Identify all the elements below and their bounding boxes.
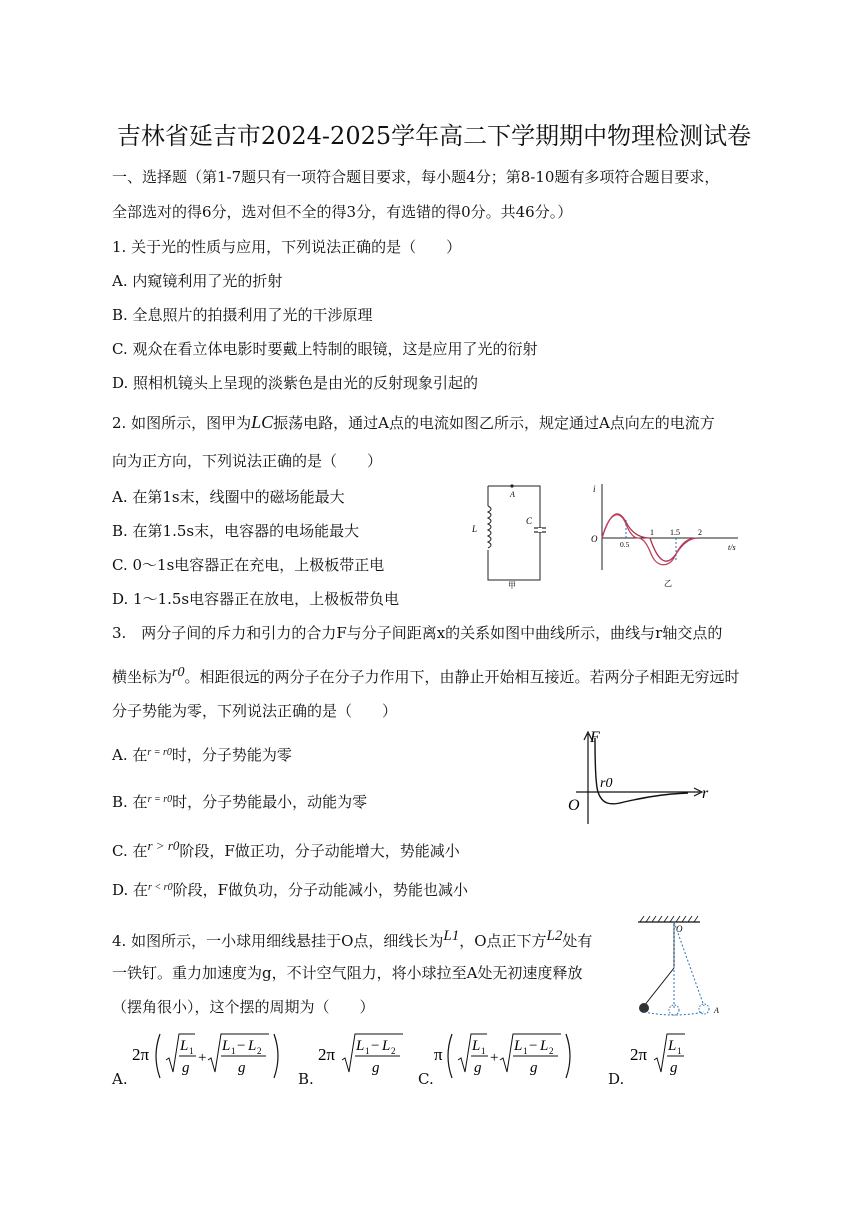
svg-text:1: 1 [523,1046,528,1056]
graph-caption: 乙 [664,579,672,588]
svg-text:−: − [237,1038,246,1054]
svg-text:L: L [668,1038,677,1054]
svg-text:g: g [530,1060,538,1076]
svg-text:g: g [372,1060,380,1076]
q4-option-b-formula [316,1026,416,1084]
section-heading-line1: 一、选择题（第1-7题只有一项符合题目要求，每小题4分；第8-10题有多项符合题目要求， [112,168,720,186]
q3-option-a: A. 在$^{r = r0}$时，分子势能为零 [112,746,292,764]
lc-circuit-figure [468,480,548,590]
svg-text:−: − [529,1038,538,1054]
q3-c-math: r > r0 [147,838,180,853]
graph-f-label: F [590,729,600,746]
q2-stem-line2: 向为正方向，下列说法正确的是（ ） [112,452,383,470]
current-time-graph [588,484,748,588]
svg-text:2π: 2π [630,1045,648,1064]
q4-option-b-label: B. [298,1070,314,1088]
q3-d-math: r < r0 [148,882,173,893]
q2-option-c: C. 0～1s电容器正在充电，上极板带正电 [112,556,385,574]
q3-stem2-pre: 横坐标为 [112,668,173,686]
q3-b-math: r = r0 [147,794,173,805]
force-distance-graph [562,728,722,828]
svg-text:2: 2 [391,1046,396,1056]
q4-option-d-formula [628,1026,698,1084]
pendulum-figure [630,912,730,1018]
svg-text:L: L [248,1038,257,1054]
pendulum-o-label: O [676,924,683,934]
q1-option-b: B. 全息照片的拍摄利用了光的干涉原理 [112,306,373,324]
svg-text:L: L [222,1038,231,1054]
q3-a-math: r = r0 [147,747,172,758]
q1-option-c: C. 观众在看立体电影时要戴上特制的眼镜，这是应用了光的衍射 [112,340,538,358]
svg-text:g: g [474,1060,482,1076]
q2-option-a: A. 在第1s末，线圈中的磁场能最大 [112,488,345,506]
q2-option-b: B. 在第1.5s末，电容器的电场能最大 [112,522,360,540]
q3-option-c: C. 在r > r0阶段，F做正功，分子动能增大，势能减小 [112,838,460,860]
pendulum-ball [639,1003,649,1013]
graph-r0-label: r0 [600,776,613,791]
svg-text:2: 2 [257,1046,262,1056]
svg-text:2: 2 [549,1046,554,1056]
point-a-dot [510,484,513,487]
q3-stem-line2 [112,665,739,687]
q2-option-d: D. 1～1.5s电容器正在放电，上极板带负电 [112,590,400,608]
svg-text:L: L [356,1038,365,1054]
inductor-coil [488,506,491,548]
q1-option-a: A. 内窥镜利用了光的折射 [112,272,283,290]
q3-option-b: B. 在$^{r = r0}$时，分子势能最小，动能为零 [112,793,368,811]
tick-1: 1 [650,528,654,537]
graph-origin-o: O [568,797,580,814]
svg-text:2π: 2π [318,1045,336,1064]
graph-r-label: r [702,785,709,802]
svg-text:−: − [371,1038,380,1054]
tick-1-5: 1.5 [670,528,680,537]
svg-text:L: L [382,1038,391,1054]
q4-option-a-label: A. [112,1070,128,1088]
q4-option-c-label: C. [418,1070,434,1088]
circuit-caption: 甲 [508,581,516,590]
q4-stem-line3: （摆角很小），这个摆的周期为（ ） [112,998,375,1016]
svg-text:2π: 2π [132,1045,150,1064]
q3-option-d: D. 在$^{r < r0}$阶段，F做负功，分子动能减小，势能也减小 [112,881,468,899]
svg-text:+: + [490,1050,499,1066]
svg-text:π: π [434,1045,443,1064]
svg-text:1: 1 [189,1046,194,1056]
page-title: 吉林省延吉市2024-2025学年高二下学期期中物理检测试卷 [116,122,752,150]
tick-0-5: 0.5 [620,540,630,549]
q4-l1: L1 [443,928,460,944]
pendulum-a-label: A [714,1006,719,1015]
q4-stem: 4. 如图所示，一小球用细线悬挂于O点，细线长为L1，O点正下方L2处有 [112,928,593,950]
q4-stem-line2: 一铁钉。重力加速度为g，不计空气阻力，将小球拉至A处无初速度释放 [112,964,583,982]
q3-r0: r0 [172,665,185,680]
q3-stem-line3: 分子势能为零，下列说法正确的是（ ） [112,702,398,720]
svg-text:1: 1 [231,1046,236,1056]
q1-stem: 1. 关于光的性质与应用，下列说法正确的是（ ） [112,238,462,256]
q4-l2: L2 [546,928,563,944]
svg-text:+: + [198,1050,207,1066]
svg-text:L: L [472,1038,481,1054]
q2-stem-post: 振荡电路，通过A点的电流如图乙所示，规定通过A点向左的电流方 [273,414,715,432]
q2-stem-pre: 2. 如图所示，图甲为 [112,414,252,432]
tick-2: 2 [698,528,702,537]
svg-text:1: 1 [365,1046,370,1056]
svg-text:L: L [180,1038,189,1054]
q4-option-a-formula [130,1026,290,1084]
graph-x-label: t/s [728,543,736,552]
section-heading-line2: 全部选对的得6分，选对但不全的得3分，有选错的得0分。共46分。） [112,203,573,221]
q1-option-d: D. 照相机镜头上呈现的淡紫色是由光的反射现象引起的 [112,374,479,392]
inductor-label: L [472,524,478,534]
graph-origin: O [591,534,598,544]
point-a-label: A [510,490,515,499]
q4-option-d-label: D. [608,1070,625,1088]
svg-text:g: g [238,1060,246,1076]
svg-text:1: 1 [677,1046,682,1056]
svg-text:L: L [514,1038,523,1054]
q4-option-c-formula [432,1026,582,1084]
force-curve [595,738,688,804]
graph-y-label: i [593,484,596,494]
q3-stem2-post: 。相距很远的两分子在分子力作用下，由静止开始相互接近。若两分子相距无穷远时 [184,668,740,686]
svg-text:g: g [182,1060,190,1076]
svg-text:g: g [670,1060,678,1076]
q2-stem [112,412,715,433]
capacitor-label: C [526,516,533,526]
q2-stem-lc: LC [251,412,274,432]
svg-text:1: 1 [481,1046,486,1056]
svg-text:L: L [540,1038,549,1054]
q3-stem: 3. 两分子间的斥力和引力的合力F与分子间距离x的关系如图中曲线所示，曲线与r轴交点的 [112,624,723,642]
